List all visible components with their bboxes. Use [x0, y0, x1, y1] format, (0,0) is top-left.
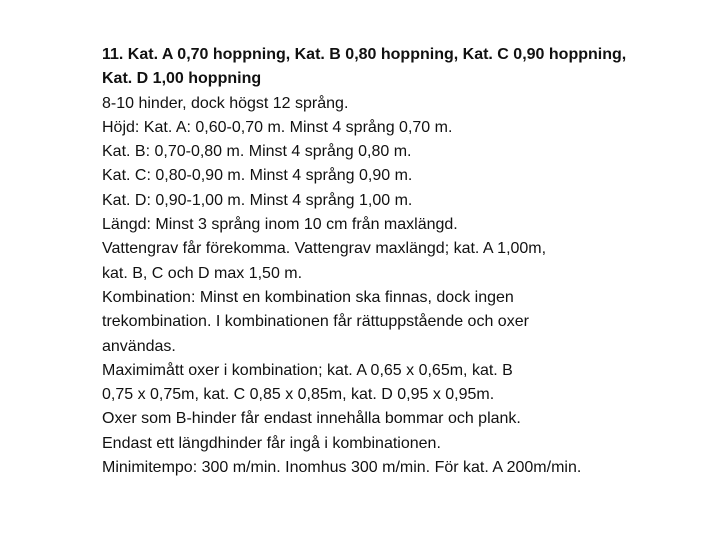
- body-line: Kat. B: 0,70-0,80 m. Minst 4 språng 0,80 m.: [102, 143, 412, 161]
- body-line: Endast ett längdhinder får ingå i kombinationen.: [102, 434, 441, 452]
- body-line: Kombination: Minst en kombination ska finnas, dock ingen: [102, 288, 514, 306]
- body-line: 0,75 x 0,75m, kat. C 0,85 x 0,85m, kat. D 0,95 x 0,95m.: [102, 386, 495, 404]
- body-line: Kat. C: 0,80-0,90 m. Minst 4 språng 0,90 m.: [102, 167, 413, 185]
- body-line: 8-10 hinder, dock högst 12 språng.: [102, 94, 349, 112]
- body-line: Höjd: Kat. A: 0,60-0,70 m. Minst 4 språng 0,70 m.: [102, 118, 453, 136]
- body-line: Vattengrav får förekomma. Vattengrav maxlängd; kat. A 1,00m,: [102, 240, 547, 258]
- body-line: Oxer som B-hinder får endast innehålla bommar och plank.: [102, 410, 521, 428]
- body-line: Längd: Minst 3 språng inom 10 cm från maxlängd.: [102, 216, 458, 234]
- body-line: användas.: [102, 337, 176, 355]
- body-line: Kat. D: 0,90-1,00 m. Minst 4 språng 1,00 m.: [102, 191, 413, 209]
- rules-text: [102, 43, 702, 480]
- body-line: kat. B, C och D max 1,50 m.: [102, 264, 303, 282]
- heading-line-1: 11. Kat. A 0,70 hoppning, Kat. B 0,80 hoppning, Kat. C 0,90 hoppning,: [102, 46, 627, 63]
- heading-line-2: Kat. D 1,00 hoppning: [102, 70, 262, 88]
- body-line: Minimitempo: 300 m/min. Inomhus 300 m/min. För kat. A 200m/min.: [102, 459, 582, 477]
- body-line: trekombination. I kombinationen får rättuppstående och oxer: [102, 313, 529, 331]
- body-line: Maximimått oxer i kombination; kat. A 0,65 x 0,65m, kat. B: [102, 361, 513, 379]
